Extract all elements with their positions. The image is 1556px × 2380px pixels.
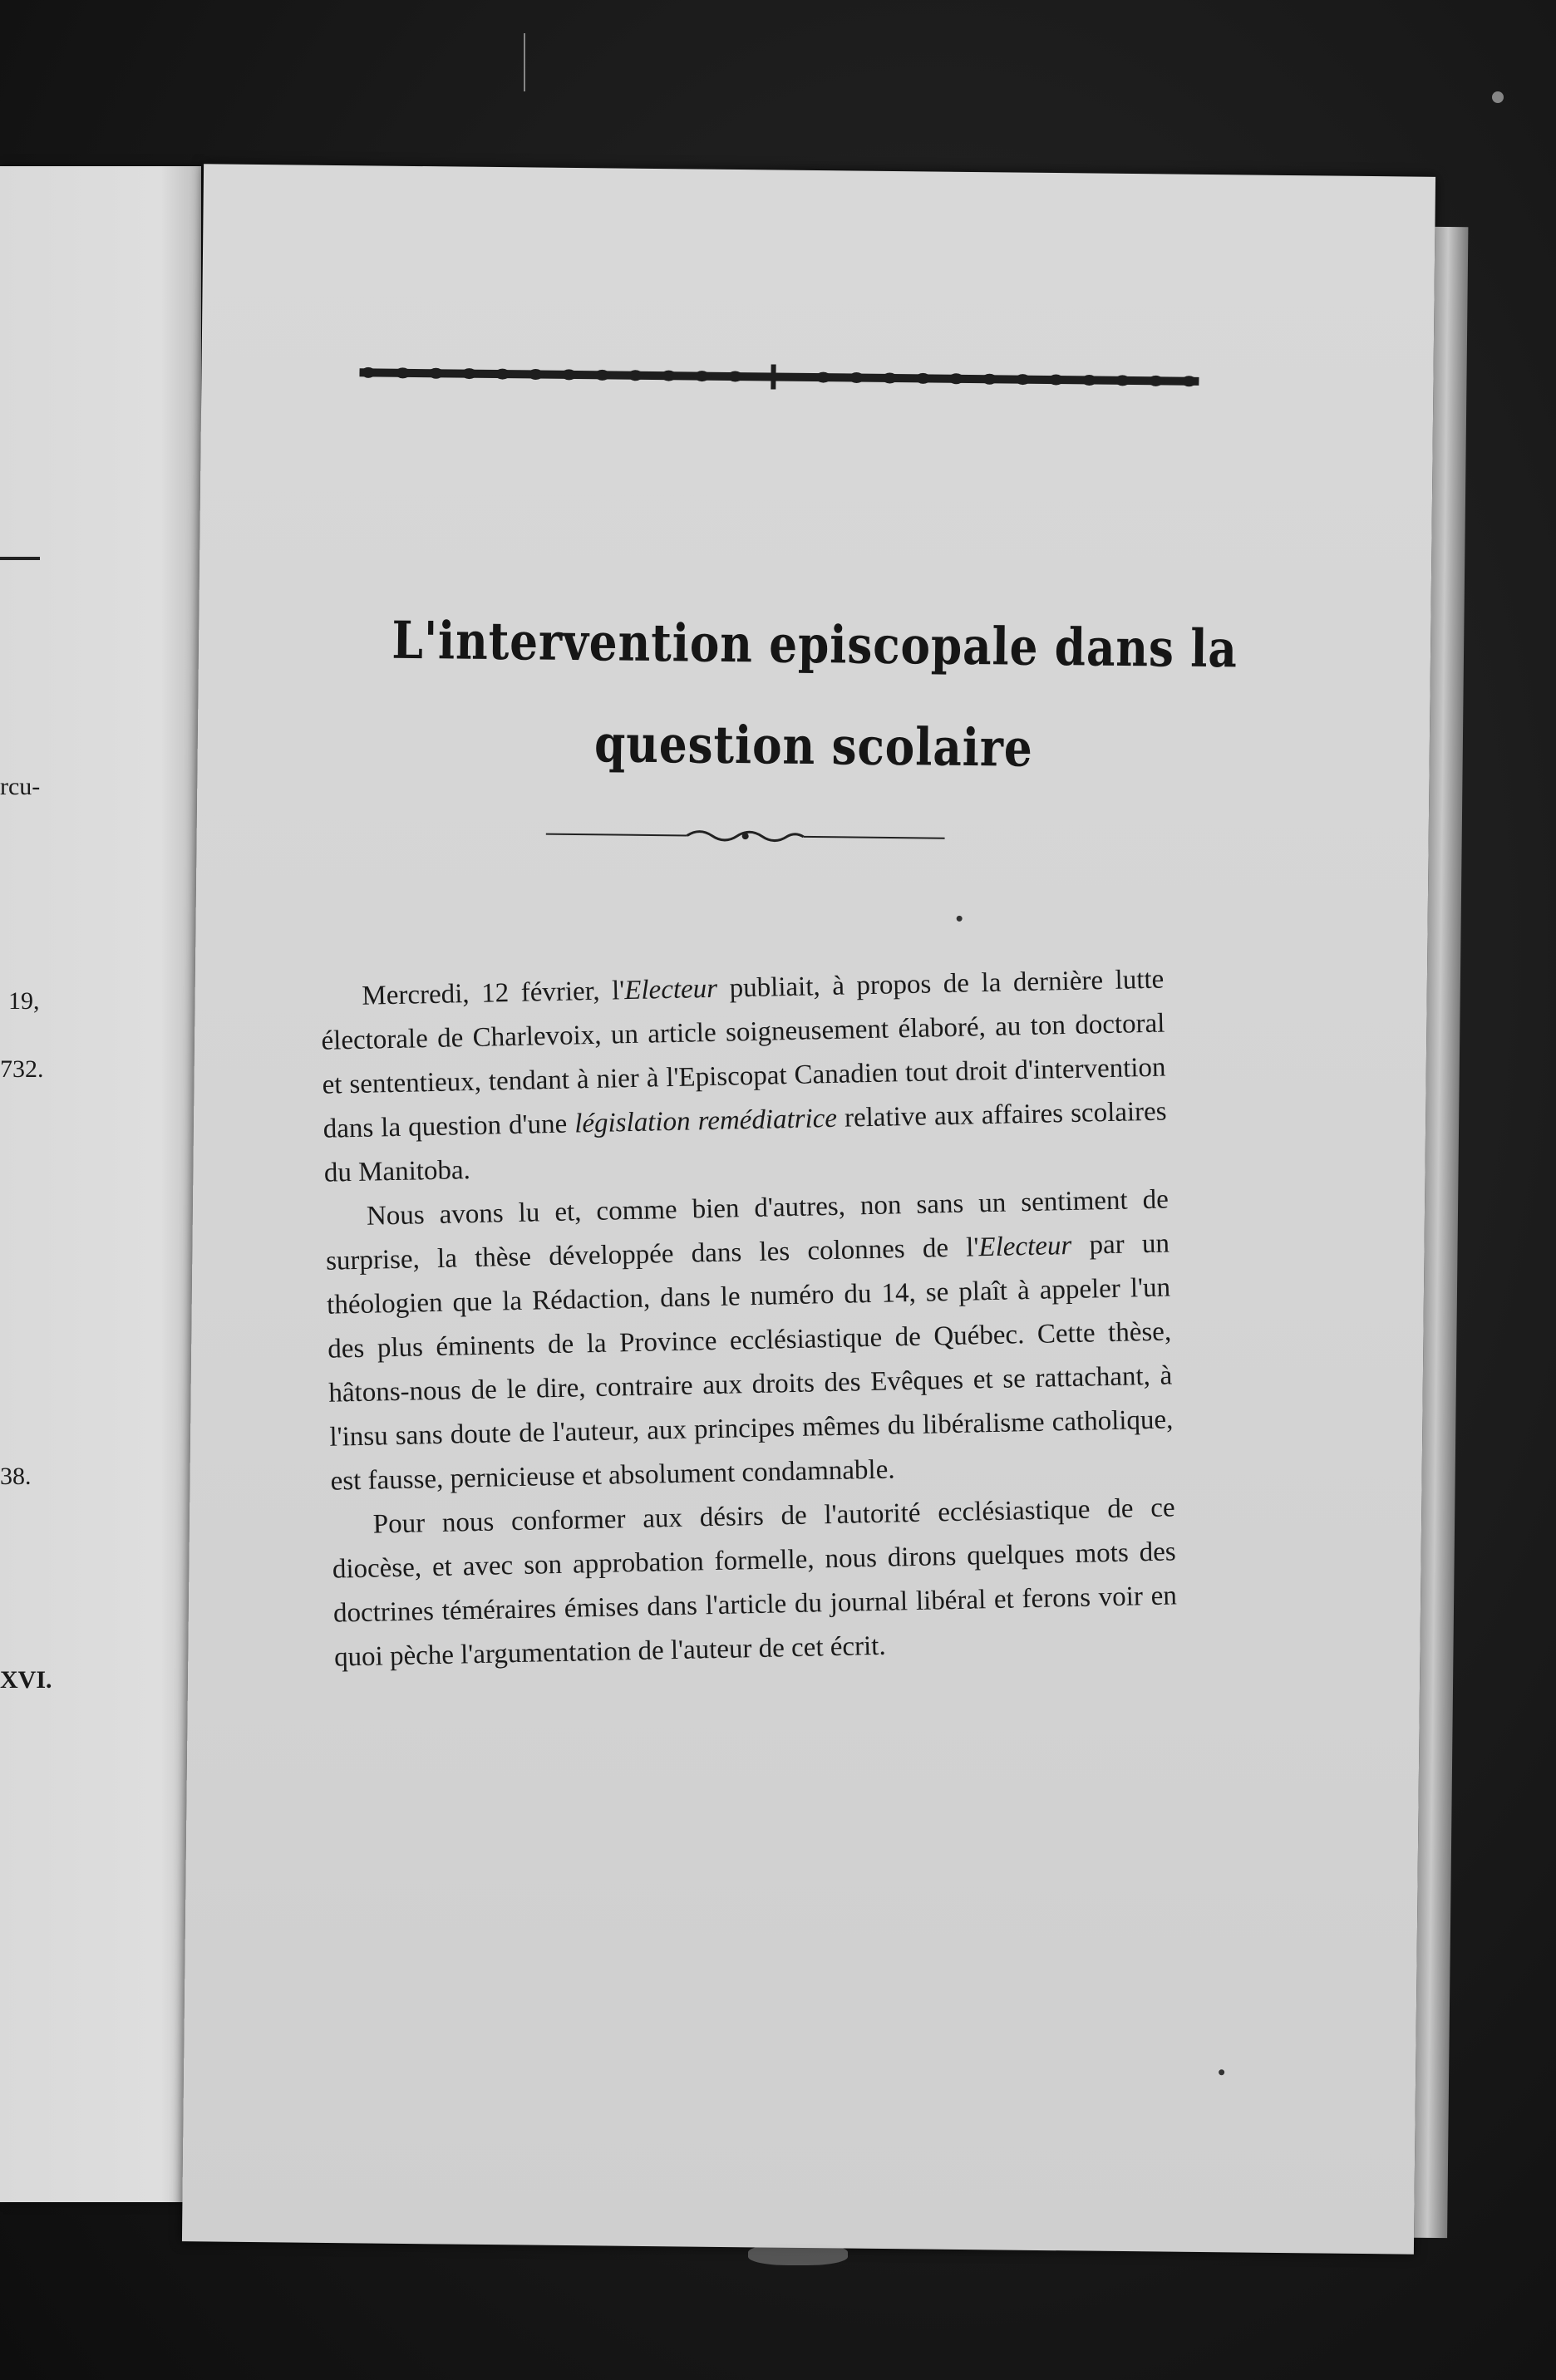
paragraph-1-text-a: Mercredi, 12 février, l': [362, 976, 625, 1011]
paragraph-1-text-c: relative aux affaires scolaires du Manitoba.: [323, 1096, 1167, 1188]
paragraph-2-text-b: par un théologien que la Rédaction, dans le numéro du 14, se plaît à appeler l'un des plus éminents de la Province ecclésiastique de Québec. Cette thèse, hâtons-nous de le dire, contraire aux droits des Evêques et se rattachant, à l'insu sans doute de l'auteur, aux principes mêmes du libéralisme catholique, est fausse, pernicieuse et absolument condamnable.: [326, 1228, 1174, 1497]
top-ornament-band: [359, 358, 1199, 396]
body-text: [320, 958, 1179, 1680]
left-fragment-1: rcu-: [0, 773, 41, 800]
main-page: [182, 164, 1435, 2254]
left-page: [0, 166, 201, 2202]
scan-artifact: [748, 2244, 848, 2265]
paragraph-2-italic-a: Electeur: [978, 1230, 1072, 1263]
left-fragment-4: 38.: [0, 1463, 32, 1490]
left-page-rule: [0, 557, 40, 560]
scan-artifact: [1492, 91, 1504, 103]
left-fragment-5: XVI.: [0, 1666, 52, 1694]
speck: [957, 916, 963, 922]
paragraph-2-text-a: Nous avons lu et, comme bien d'autres, non sans un sentiment de surprise, la thèse développée dans les colonnes de l': [325, 1184, 1169, 1276]
paragraph-1: [320, 958, 1168, 1196]
paragraph-2: [324, 1178, 1174, 1504]
chapter-title-line1: L'intervention episcopale dans la: [391, 609, 1238, 680]
paragraph-1-text-b: publiait, à propos de la dernière lutte électorale de Charlevoix, un article soigneusement élaboré, au ton doctoral et sententieux, tendant à nier à l'Episcopat Canadien tout droit d'intervention dans la question d'une: [321, 964, 1166, 1144]
speck: [1219, 2069, 1224, 2075]
scan-artifact: [524, 33, 525, 91]
paragraph-3: Pour nous conformer aux désirs de l'autorité ecclésiastique de ce diocèse, et avec son approbation formelle, nous dirons quelques mots des doctrines téméraires émises dans l'article du journal libéral et ferons voir en quoi pèche l'argumentation de l'auteur de cet écrit.: [332, 1492, 1178, 1673]
paragraph-1-italic-a: Electeur: [623, 973, 718, 1006]
chapter-title-line2: question scolaire: [593, 713, 1033, 779]
page-edge: [1414, 227, 1468, 2238]
left-fragment-2: 19,: [8, 987, 40, 1015]
left-fragment-3: 732.: [0, 1055, 44, 1083]
paragraph-1-italic-b: législation remédiatrice: [574, 1103, 838, 1139]
title-divider-ornament: [546, 824, 945, 848]
